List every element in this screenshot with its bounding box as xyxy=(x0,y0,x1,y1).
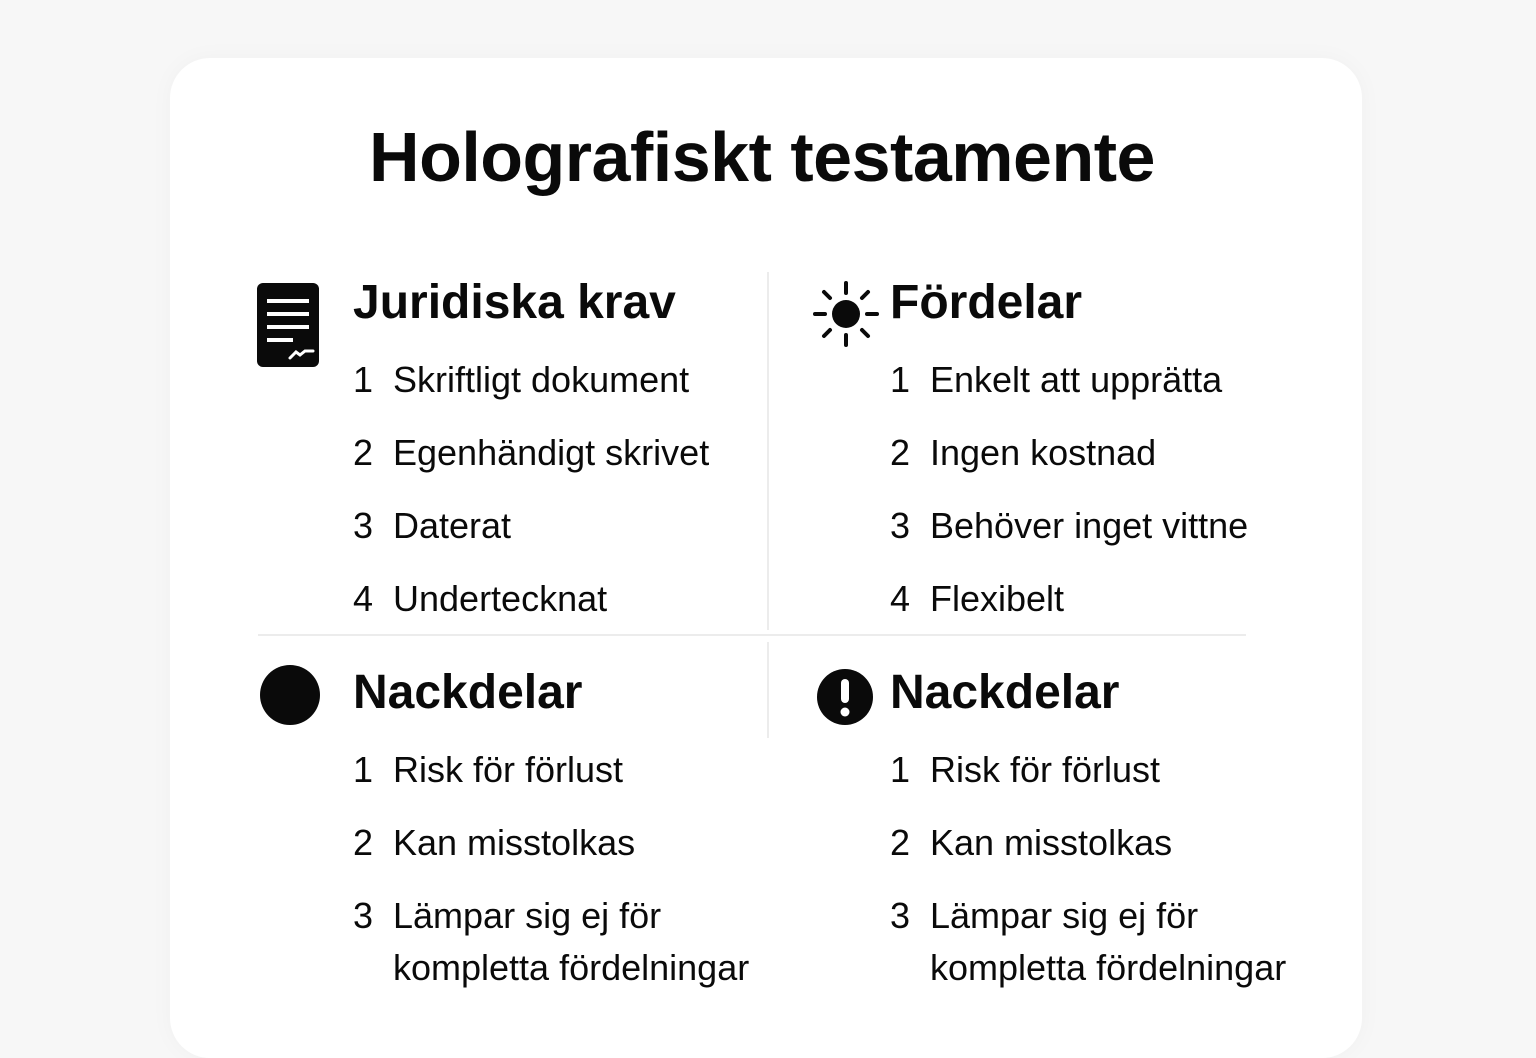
section-advantages xyxy=(812,278,1332,618)
list-item xyxy=(353,506,793,552)
item-number: 2 xyxy=(890,822,911,863)
list-item xyxy=(890,896,1330,994)
list-item xyxy=(353,579,793,625)
item-text: Undertecknat xyxy=(393,578,608,619)
item-number: 4 xyxy=(890,578,911,619)
item-text: Enkelt att upprätta xyxy=(930,359,1223,400)
item-number: 1 xyxy=(890,359,911,400)
list-item xyxy=(353,360,793,406)
section-heading: Fördelar xyxy=(890,276,1083,329)
item-number: 2 xyxy=(353,822,374,863)
sun-icon xyxy=(812,280,880,353)
item-text: Lämpar sig ej för kompletta fördelningar xyxy=(393,895,750,988)
item-number: 2 xyxy=(353,432,374,473)
item-text: Risk för förlust xyxy=(393,749,624,790)
disadvantages-list xyxy=(890,750,1330,1021)
list-item xyxy=(890,823,1330,869)
item-number: 1 xyxy=(353,359,374,400)
item-text: Ingen kostnad xyxy=(930,432,1157,473)
item-text: Risk för förlust xyxy=(930,749,1161,790)
section-heading: Nackdelar xyxy=(890,666,1120,719)
list-item xyxy=(890,750,1330,796)
item-number: 3 xyxy=(890,895,911,936)
item-text: Lämpar sig ej för kompletta fördelningar xyxy=(930,895,1287,988)
list-item xyxy=(890,433,1330,479)
list-item xyxy=(353,896,793,994)
section-legal-requirements xyxy=(256,278,756,618)
disadvantages-list xyxy=(353,750,793,1021)
item-number: 1 xyxy=(353,749,374,790)
advantages-list xyxy=(890,360,1330,652)
item-text: Kan misstolkas xyxy=(393,822,636,863)
item-number: 4 xyxy=(353,578,374,619)
item-text: Egenhändigt skrivet xyxy=(393,432,710,473)
item-number: 3 xyxy=(353,505,374,546)
item-text: Flexibelt xyxy=(930,578,1065,619)
item-number: 3 xyxy=(353,895,374,936)
item-text: Skriftligt dokument xyxy=(393,359,690,400)
section-heading: Nackdelar xyxy=(353,666,583,719)
section-disadvantages-left xyxy=(256,668,776,988)
page-title: Holografiskt testamente xyxy=(369,118,1155,196)
item-number: 3 xyxy=(890,505,911,546)
section-disadvantages-right xyxy=(812,668,1332,988)
item-number: 2 xyxy=(890,432,911,473)
requirements-list xyxy=(353,360,793,652)
list-item xyxy=(890,506,1330,552)
exclamation-circle-icon xyxy=(816,668,874,731)
list-item xyxy=(353,823,793,869)
item-text: Kan misstolkas xyxy=(930,822,1173,863)
item-text: Daterat xyxy=(393,505,512,546)
list-item xyxy=(890,579,1330,625)
section-heading: Juridiska krav xyxy=(353,276,676,329)
list-item xyxy=(353,750,793,796)
list-item xyxy=(890,360,1330,406)
list-item xyxy=(353,433,793,479)
document-icon xyxy=(256,282,320,373)
item-number: 1 xyxy=(890,749,911,790)
filled-circle-icon xyxy=(259,665,323,734)
item-text: Behöver inget vittne xyxy=(930,505,1249,546)
